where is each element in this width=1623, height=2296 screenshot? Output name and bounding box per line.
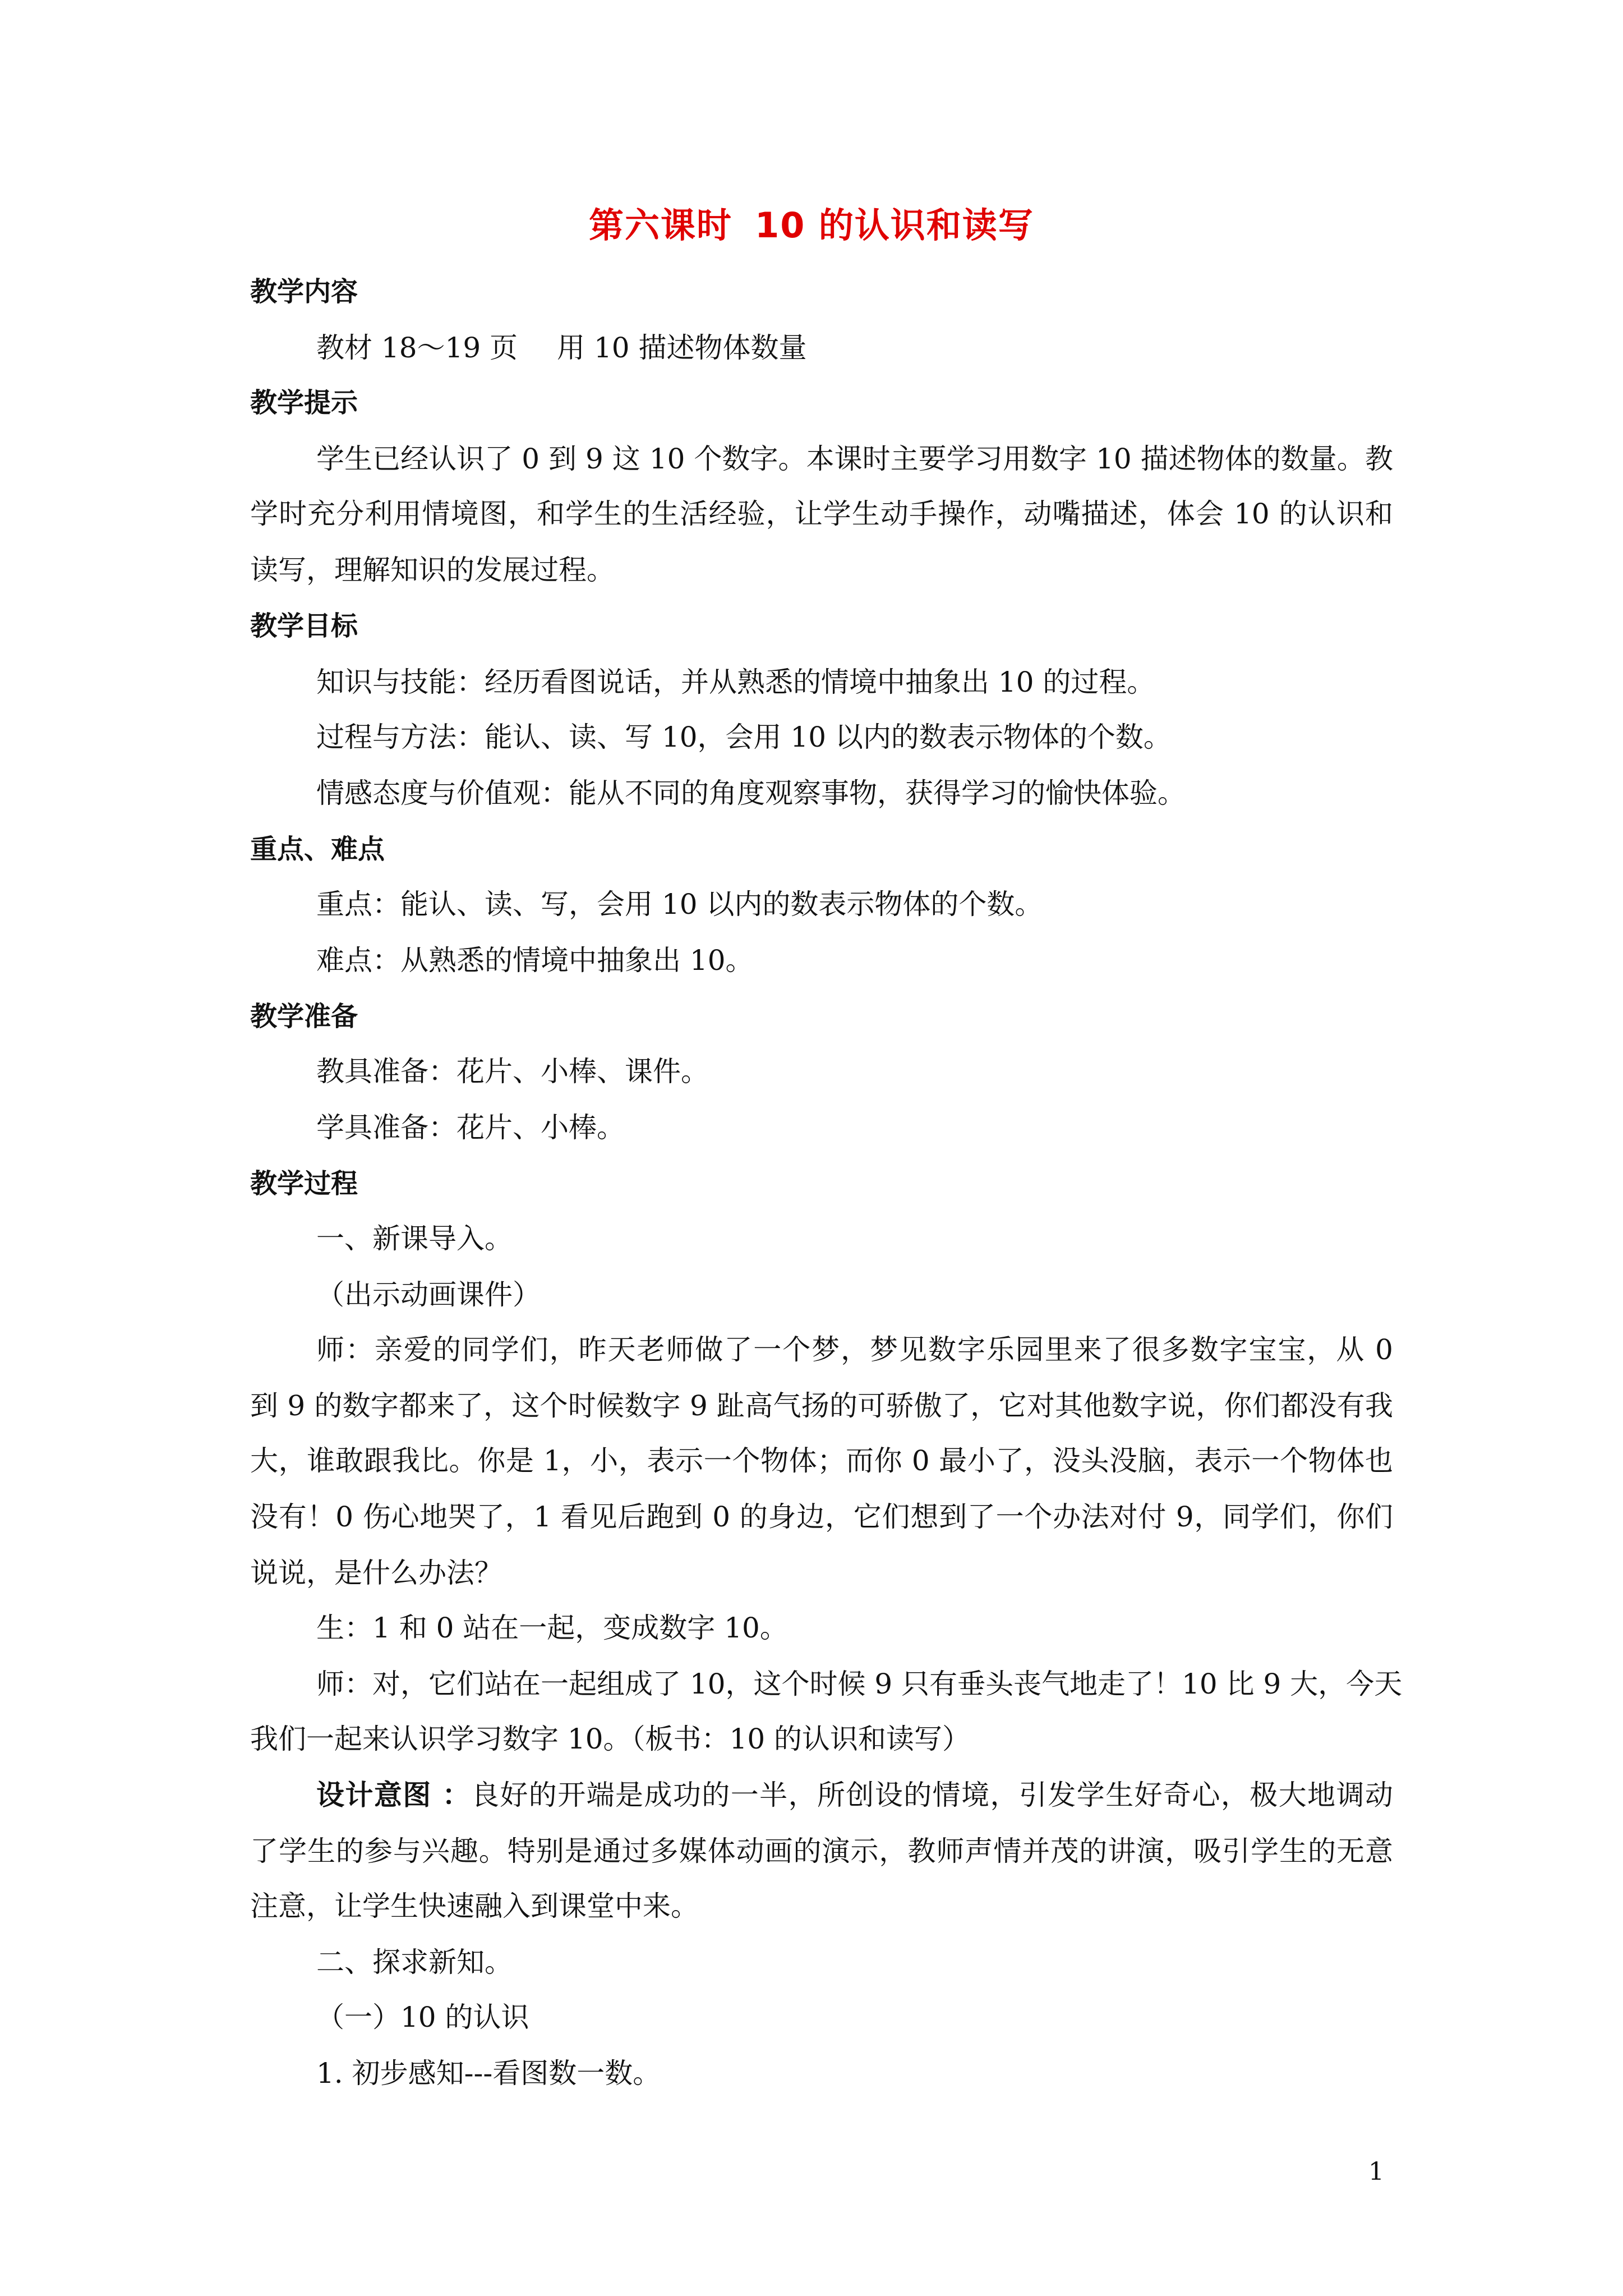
heading-preparation: 教学准备 [250, 1001, 358, 1032]
paragraph-line: 教具准备：花片、小棒、课件。 [316, 1055, 709, 1088]
paragraph-line: 师：亲爱的同学们，昨天老师做了一个梦，梦见数字乐园里来了很多数字宝宝，从 0 [316, 1333, 1393, 1366]
paragraph-line: （一）10 的认识 [316, 2001, 529, 2033]
title-sub: 10 的认识和读写 [755, 205, 1034, 246]
paragraph-line: 难点：从熟悉的情境中抽象出 10。 [316, 944, 754, 977]
page-title [0, 197, 1623, 247]
heading-goals: 教学目标 [250, 610, 358, 642]
paragraph-line: 1. 初步感知---看图数一数。 [316, 2057, 661, 2090]
paragraph-line: 到 9 的数字都来了，这个时候数字 9 趾高气扬的可骄傲了，它对其他数字说，你们都没有我 [250, 1389, 1393, 1422]
paragraph-line: 注意，让学生快速融入到课堂中来。 [250, 1890, 699, 1922]
heading-content: 教学内容 [250, 276, 358, 307]
paragraph-line: 设计意图 ：良好的开端是成功的一半，所创设的情境，引发学生好奇心，极大地调动 [316, 1779, 1393, 1811]
paragraph-line: 学生已经认识了 0 到 9 这 10 个数字。本课时主要学习用数字 10 描述物体的数量。教 [316, 443, 1393, 475]
paragraph-line: 说说，是什么办法？ [250, 1557, 502, 1589]
paragraph-line: 二、探求新知。 [316, 1946, 513, 1978]
paragraph-line: 过程与方法：能认、读、写 10，会用 10 以内的数表示物体的个数。 [316, 721, 1172, 753]
paragraph-line: 我们一起来认识学习数字 10。（板书：10 的认识和读写） [250, 1723, 971, 1755]
paragraph-line: 读写，理解知识的发展过程。 [250, 554, 615, 586]
paragraph-line: 师：对，它们站在一起组成了 10，这个时候 9 只有垂头丧气地走了！10 比 9 大，今天 [316, 1668, 1403, 1700]
paragraph-line: 一、新课导入。 [316, 1222, 513, 1255]
design-intent-label: 设计意图 ： [316, 1779, 471, 1811]
paragraph-line: 了学生的参与兴趣。特别是通过多媒体动画的演示，教师声情并茂的讲演，吸引学生的无意 [250, 1835, 1393, 1867]
paragraph-line: 重点：能认、读、写，会用 10 以内的数表示物体的个数。 [316, 888, 1043, 921]
paragraph-line: 大，谁敢跟我比。你是 1，小，表示一个物体；而你 0 最小了，没头没脑，表示一个物体也 [250, 1444, 1393, 1477]
heading-key-points: 重点、难点 [250, 834, 385, 865]
title-main: 第六课时 [589, 205, 733, 246]
paragraph-line: （出示动画课件） [316, 1278, 541, 1311]
paragraph-line: 情感态度与价值观：能从不同的角度观察事物，获得学习的愉快体验。 [316, 777, 1186, 809]
paragraph-line: 学时充分利用情境图，和学生的生活经验，让学生动手操作，动嘴描述，体会 10 的认识和 [250, 498, 1393, 530]
paragraph-line: 知识与技能：经历看图说话，并从熟悉的情境中抽象出 10 的过程。 [316, 666, 1155, 698]
page-number: 1 [1368, 2157, 1384, 2186]
paragraph-line: 教材 18～19 页 用 10 描述物体数量 [316, 332, 807, 364]
paragraph-line: 没有！0 伤心地哭了，1 看见后跑到 0 的身边，它们想到了一个办法对付 9，同学们，你们 [250, 1501, 1393, 1533]
paragraph-line: 学具准备：花片、小棒。 [316, 1111, 625, 1144]
heading-tips: 教学提示 [250, 387, 358, 418]
paragraph-line: 生：1 和 0 站在一起，变成数字 10。 [316, 1612, 788, 1644]
heading-process: 教学过程 [250, 1168, 358, 1199]
